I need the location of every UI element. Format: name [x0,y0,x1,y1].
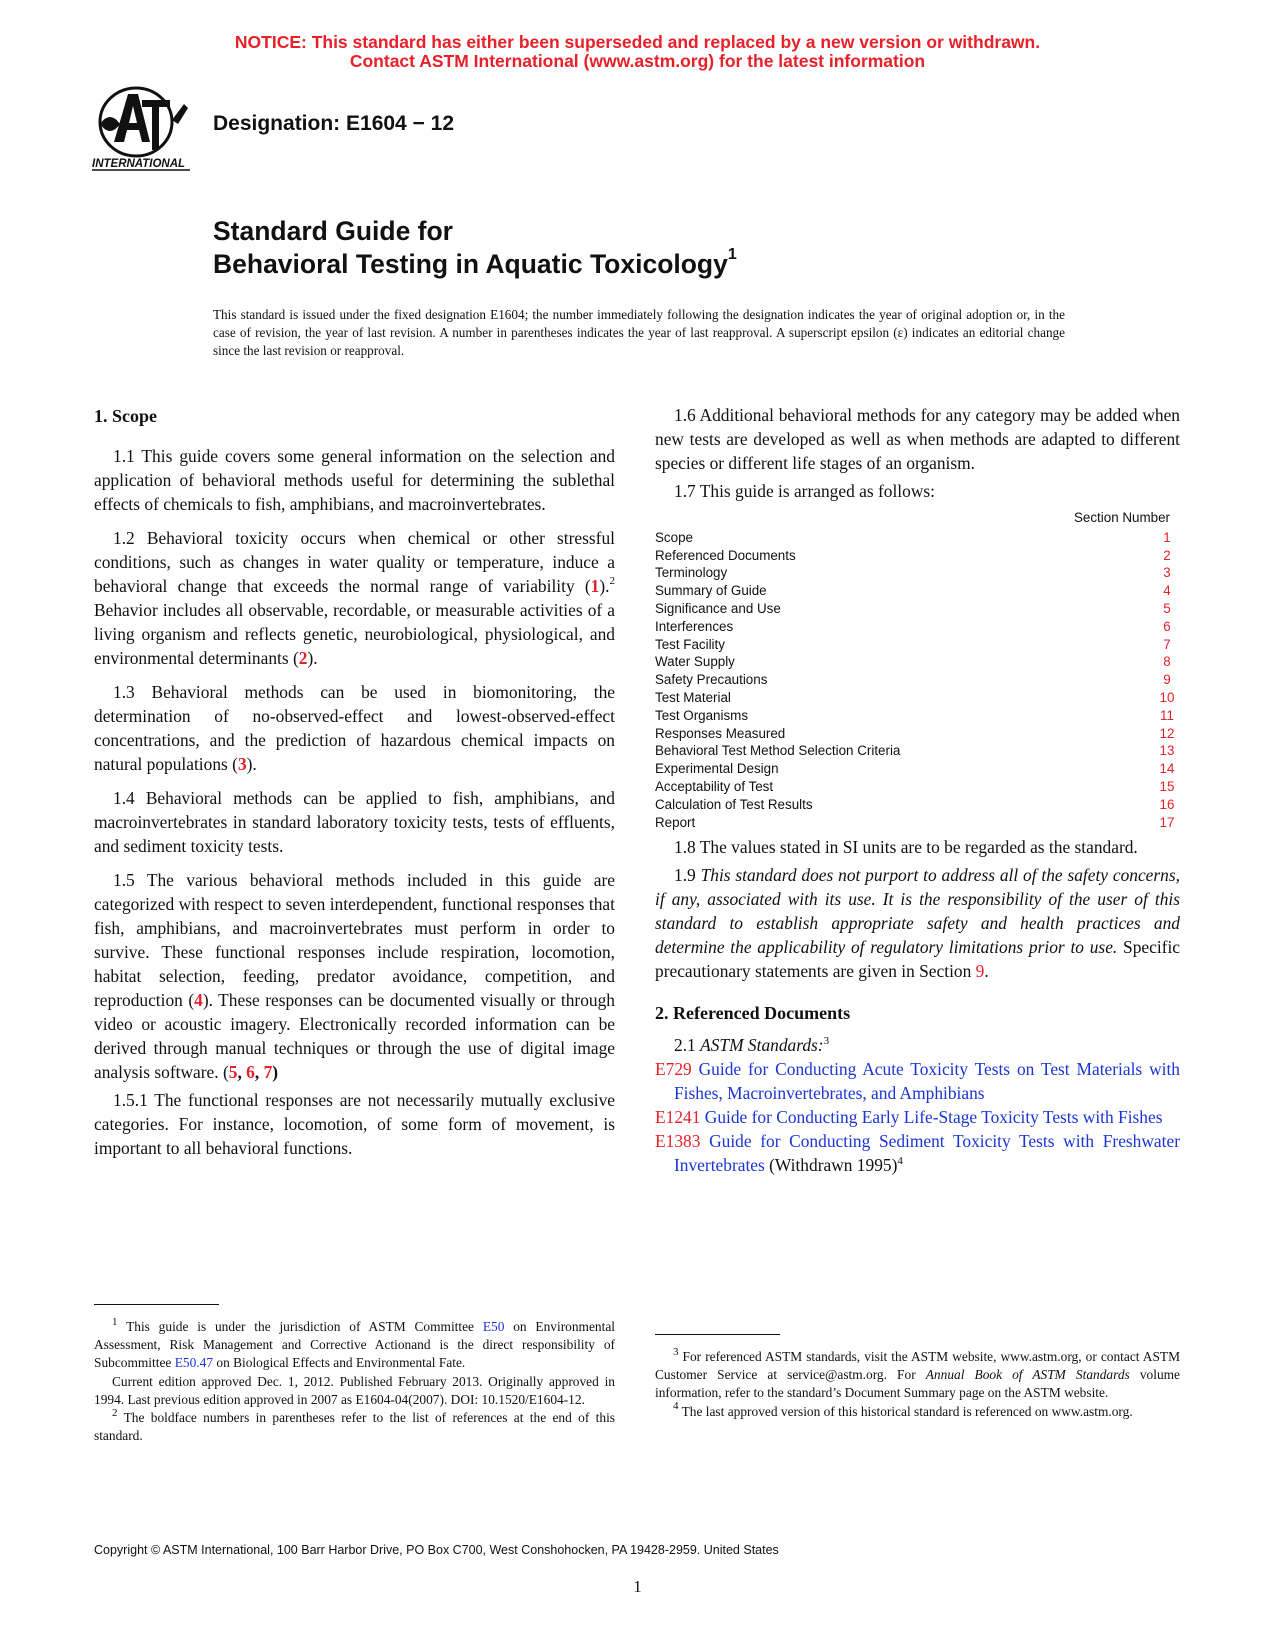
toc-label: Referenced Documents [655,547,796,563]
reference-item [655,1129,1180,1177]
footnote-mark-3: 3 [823,1034,830,1047]
title-line-1: Standard Guide for [213,216,453,246]
toc-row [655,725,1180,743]
toc-section-link[interactable]: 11 [1160,707,1174,723]
logo-text: INTERNATIONAL [92,158,186,170]
section-link-9[interactable]: 9 [975,961,985,982]
supersession-notice [0,33,1275,71]
toc-section-link[interactable]: 7 [1163,636,1171,652]
footnote-2: $^2$ The boldface numbers in parentheses refer to the list of references at the end of this standard. [94,1406,615,1444]
toc-section-link[interactable]: 2 [1163,547,1171,563]
toc-label: Experimental Design [655,761,779,777]
para-1-5: 1.5 The various behavioral methods included in this guide are categorized with respect to seven interdependent, functional responses that fish, amphibians, and macroinvertebrates must perform in order to survive. These functional responses include respiration, locomotion, habitat selection, feeding, predator avoidance, competition, and reproduction (4). These responses can be documented visually or through video or acoustic imagery. Electronically recorded information can be derived through manual techniques or through the use of digital image analysis software. (5, 6, 7) [94,870,615,1082]
toc-label: Calculation of Test Results [655,796,813,812]
referenced-documents-list [655,1057,1180,1177]
footnote-mark-4: 4 [897,1154,903,1167]
toc-label: Scope [655,529,693,545]
para-1-5-1: 1.5.1 The functional responses are not necessarily mutually exclusive categories. For instance, locomotion, of some form of movement, is important to all behavioral functions. [94,1090,615,1158]
toc-row [655,582,1180,600]
toc-row [655,618,1180,636]
toc-label: Responses Measured [655,725,786,741]
reference-title-link[interactable]: Guide for Conducting Acute Toxicity Tests on Test Materials with Fishes, Macroinvertebrates, and Amphibians [674,1059,1180,1104]
toc-header: Section Number [1073,510,1170,525]
reference-code-link[interactable]: E729 [655,1059,692,1080]
toc-row [655,653,1180,671]
right-column [655,403,1180,1177]
notice-line-2: Contact ASTM International (www.astm.org) for the latest information [349,51,926,71]
footnote-1: $^1$ This guide is under the jurisdiction of ASTM Committee E50 on Environmental Assessment, Risk Management and Corrective Actionand is the direct responsibility of Subcommittee E50.47 on Biological Effects and Environmental Fate. [94,1315,615,1371]
toc-section-link[interactable]: 9 [1163,672,1171,688]
para-1-8: 1.8 The values stated in SI units are to be regarded as the standard. [674,837,1138,858]
footnote-mark-2: 2 [609,575,615,588]
section-table [655,509,1180,831]
para-1-1: 1.1 This guide covers some general information on the selection and application of behavioral methods useful for determining the sublethal effects of chemicals to fish, amphibians, and macroinvertebrates. [94,446,615,514]
toc-section-link[interactable]: 5 [1163,600,1171,616]
toc-row [655,564,1180,582]
toc-label: Acceptability of Test [655,778,774,794]
document-title [213,215,737,281]
toc-label: Test Organisms [655,707,749,723]
para-1-4: 1.4 Behavioral methods can be applied to fish, amphibians, and macroinvertebrates in standard laboratory toxicity tests, tests of effluents, and sediment toxicity tests. [94,788,615,856]
ref-link-4[interactable]: 4 [194,990,203,1010]
page-number: 1 [633,1577,642,1596]
reference-code-link[interactable]: E1383 [655,1131,701,1152]
para-1-6: 1.6 Additional behavioral methods for any category may be added when new tests are developed as well as when methods are adapted to different species or different life stages of an organism. [655,405,1180,473]
toc-section-link[interactable]: 16 [1159,796,1175,812]
toc-row [655,600,1180,618]
toc-section-link[interactable]: 4 [1163,583,1171,599]
toc-label: Test Material [655,689,731,705]
toc-section-link[interactable]: 8 [1163,654,1171,670]
reference-item [655,1057,1180,1105]
toc-row [655,778,1180,796]
toc-section-link[interactable]: 3 [1163,565,1171,581]
preamble: This standard is issued under the fixed designation E1604; the number immediately following the designation indicates the year of original adoption or, in the case of revision, the year of last revision. A number in parentheses indicates the year of last reapproval. A superscript epsilon (ε) indicates an editorial change since the last revision or reapproval. [213,307,1065,358]
ref-link-5[interactable]: 5 [228,1062,238,1082]
para-1-7: 1.7 This guide is arranged as follows: [674,481,935,501]
toc-section-link[interactable]: 13 [1159,743,1175,759]
left-column [94,404,615,1170]
toc-row [655,636,1180,654]
footnotes-right [655,1345,1180,1421]
reference-code-link[interactable]: E1241 [655,1107,701,1128]
toc-label: Terminology [655,565,728,581]
subcommittee-link-e50-47[interactable]: E50.47 [174,1355,214,1371]
toc-row [655,760,1180,778]
para-1-3: 1.3 Behavioral methods can be used in biomonitoring, the determination of no-observed-effect and lowest-observed-effect concentrations, and the prediction of hazardous chemical impacts on natural populations (3). [94,682,615,774]
toc-row [655,671,1180,689]
toc-label: Summary of Guide [655,583,767,599]
toc-label: Behavioral Test Method Selection Criteria [655,743,901,759]
toc-row [655,707,1180,725]
toc-row [655,547,1180,565]
toc-label: Water Supply [655,654,735,670]
toc-section-link[interactable]: 10 [1159,689,1175,705]
reference-item [655,1105,1180,1129]
toc-row [655,814,1180,832]
toc-label: Safety Precautions [655,672,768,688]
para-1-2: 1.2 Behavioral toxicity occurs when chemical or other stressful conditions, such as changes in water quality or temperature, induce a behavioral change that exceeds the normal range of variability (1).$^2$ Behavior includes all observable, recordable, or measurable activities of a living organism and reflects genetic, neurobiological, physiological, and environmental determinants (2). [94,528,615,668]
toc-row [655,796,1180,814]
para-2-1: 2.1 ASTM Standards:$^3$ [674,1034,830,1056]
astm-logo [92,80,197,180]
para-1-9: 1.9 This standard does not purport to address all of the safety concerns, if any, associated with its use. It is the responsibility of the user of this standard to establish appropriate safety and health practices and determine the applicability of regulatory limitations prior to use. Specific precautionary statements are given in Section 9. [655,865,1181,982]
footnote-3: $^3$ For referenced ASTM standards, visit the ASTM website, www.astm.org, or contact ASTM Customer Service at service@astm.org. For Annual Book of ASTM Standards volume information, refer to the standard’s Document Summary page on the ASTM website. [655,1345,1180,1401]
footnote-rule-left [94,1304,219,1305]
title-footnote-mark: 1 [727,246,737,264]
toc-section-link[interactable]: 6 [1163,618,1171,634]
toc-section-link[interactable]: 15 [1159,778,1175,794]
toc-row [655,742,1180,760]
footnote-4: $^4$ The last approved version of this historical standard is referenced on www.astm.org. [673,1400,1133,1419]
reference-title-link[interactable]: Guide for Conducting Early Life-Stage Toxicity Tests with Fishes [704,1107,1163,1128]
toc-label: Test Facility [655,636,725,652]
toc-label: Interferences [655,618,734,634]
reference-title-link[interactable]: Guide for Conducting Sediment Toxicity Tests with Freshwater Invertebrates [674,1131,1180,1176]
footnotes-left [94,1315,615,1445]
footnote-1-edition: Current edition approved Dec. 1, 2012. Published February 2013. Originally approved in 1994. Last previous edition approved in 2007 as E1604-04(2007). DOI: 10.1520/E1604-12. [94,1373,615,1407]
title-main: Behavioral Testing in Aquatic Toxicology [213,249,728,279]
ref-link-2[interactable]: 2 [298,648,308,668]
notice-line-1: NOTICE: This standard has either been superseded and replaced by a new version or withdrawn. [234,32,1041,52]
ref-link-7[interactable]: 7 [263,1062,273,1082]
section-1-heading: 1. Scope [94,406,157,426]
designation: Designation: E1604 − 12 [213,112,455,135]
reference-note: (Withdrawn 1995) [764,1155,898,1176]
toc-label: Report [655,814,696,830]
title-line-2 [213,248,737,281]
ref-link-6[interactable]: 6 [246,1062,255,1082]
toc-section-link[interactable]: 14 [1159,761,1175,777]
ref-link-1[interactable]: 1 [590,576,600,596]
toc-section-link[interactable]: 1 [1163,529,1171,545]
toc-row [655,689,1180,707]
toc-section-link[interactable]: 17 [1159,814,1175,830]
toc-section-link[interactable]: 12 [1159,725,1175,741]
copyright: Copyright © ASTM International, 100 Barr Harbor Drive, PO Box C700, West Conshohocken, PA 19428-2959. United States [94,1543,779,1557]
ref-link-3[interactable]: 3 [237,754,247,774]
footnote-rule-right [655,1334,780,1335]
toc-row [655,529,1180,547]
section-2-heading: 2. Referenced Documents [655,1003,851,1024]
toc-label: Significance and Use [655,600,781,616]
committee-link-e50[interactable]: E50 [482,1319,505,1334]
